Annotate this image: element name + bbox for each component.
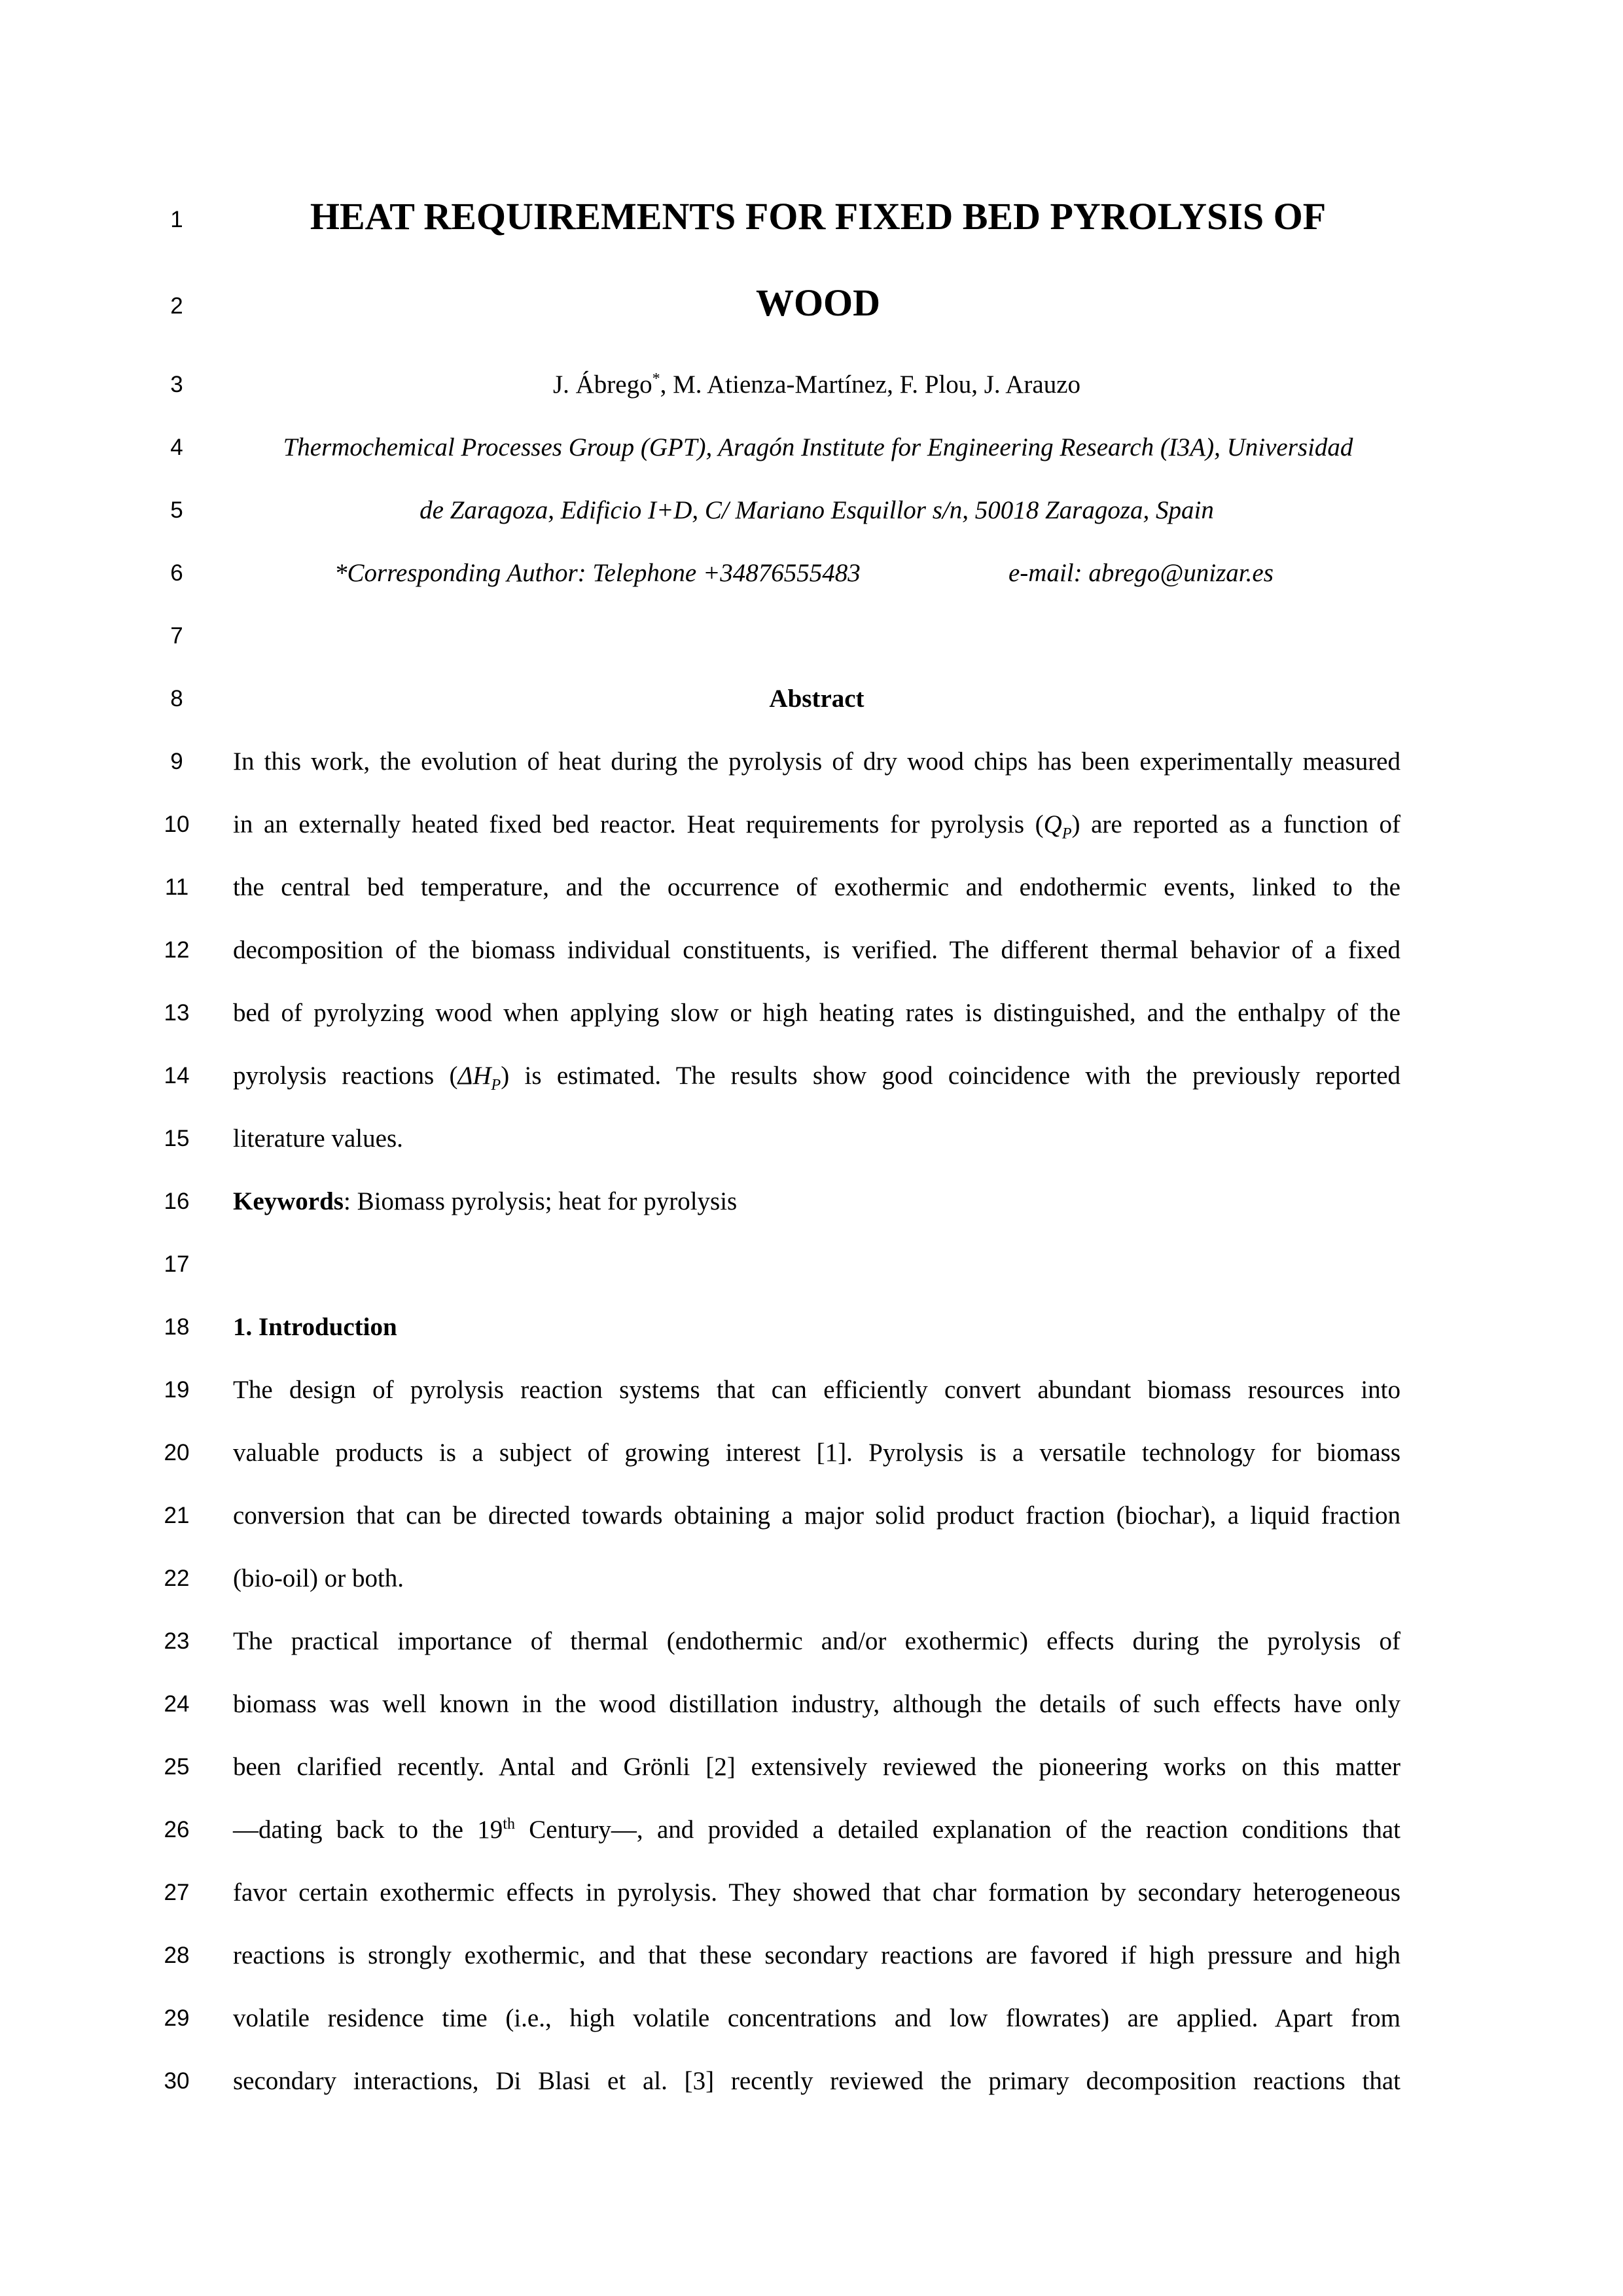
- line-number: 11: [164, 874, 189, 900]
- abstract-line: decomposition of the biomass individual constituents, is verified. The different thermal behavior of a fixed: [233, 936, 1400, 964]
- body-line: biomass was well known in the wood distillation industry, although the details of such effects have only: [233, 1690, 1400, 1718]
- abstract-line: literature values.: [233, 1124, 403, 1153]
- first-author: J. Ábrego: [552, 370, 652, 399]
- symbol-delta-h: ΔH: [457, 1062, 491, 1090]
- line-number: 4: [170, 435, 183, 460]
- line-number: 30: [164, 2068, 190, 2094]
- line-number: 25: [164, 1754, 190, 1780]
- affiliation-line-1: Thermochemical Processes Group (GPT), Aragón Institute for Engineering Research (I3A), Universidad: [283, 433, 1353, 461]
- line-number: 27: [164, 1880, 190, 1905]
- body-line: The design of pyrolysis reaction systems that can efficiently convert abundant biomass resources into: [233, 1376, 1400, 1404]
- line-number: 17: [164, 1251, 190, 1277]
- line-number: 29: [164, 2005, 190, 2031]
- body-line: favor certain exothermic effects in pyrolysis. They showed that char formation by secondary heterogeneous: [233, 1878, 1400, 1907]
- body-line: valuable products is a subject of growing interest [1]. Pyrolysis is a versatile technology for biomass: [233, 1439, 1400, 1467]
- line-number: 18: [164, 1314, 190, 1340]
- body-line: The practical importance of thermal (endothermic and/or exothermic) effects during the pyrolysis of: [233, 1627, 1400, 1655]
- line-number: 16: [164, 1189, 190, 1214]
- line-number: 23: [164, 1628, 190, 1654]
- keywords-label: Keywords: [233, 1187, 344, 1215]
- other-authors: , M. Atienza-Martínez, F. Plou, J. Arauzo: [660, 370, 1081, 399]
- paper-title-line-1: HEAT REQUIREMENTS FOR FIXED BED PYROLYSIS OF: [310, 195, 1327, 238]
- line-number: 7: [170, 623, 183, 649]
- line-number: 3: [170, 372, 183, 397]
- paper-title-line-2: WOOD: [755, 281, 881, 324]
- keywords-line: [233, 1186, 1400, 1217]
- keywords-text: : Biomass pyrolysis; heat for pyrolysis: [344, 1187, 738, 1215]
- line-number: 24: [164, 1691, 190, 1717]
- line-number: 10: [164, 812, 190, 837]
- line-number: 9: [170, 749, 183, 774]
- line-number: 22: [164, 1566, 190, 1591]
- line-number: 28: [164, 1943, 190, 1968]
- abstract-line: in an externally heated fixed bed reactor. Heat requirements for pyrolysis $(Q_P)$ are reported as a function of: [233, 810, 1400, 842]
- section-heading-introduction: 1. Introduction: [233, 1313, 397, 1341]
- abstract-heading: Abstract: [769, 685, 865, 713]
- body-line: conversion that can be directed towards obtaining a major solid product fraction (biochar), a liquid fraction: [233, 1501, 1400, 1530]
- body-line: ―dating back to the 19th Century―, and provided a detailed explanation of the reaction conditions that: [233, 1816, 1400, 1844]
- abstract-line: In this work, the evolution of heat during the pyrolysis of dry wood chips has been experimentally measured: [233, 747, 1400, 776]
- body-line: reactions is strongly exothermic, and that these secondary reactions are favored if high pressure and high: [233, 1941, 1400, 1969]
- body-line: secondary interactions, Di Blasi et al. [3] recently reviewed the primary decomposition reactions that: [233, 2067, 1400, 2095]
- line-number: 1: [170, 207, 183, 232]
- line-number: 21: [164, 1503, 190, 1528]
- line-number: 20: [164, 1440, 190, 1465]
- body-line: (bio-oil) or both.: [233, 1564, 404, 1592]
- line-number: 2: [170, 293, 183, 319]
- line-number: 13: [164, 1000, 190, 1026]
- line-number: 5: [170, 497, 183, 523]
- line-number: 26: [164, 1817, 190, 1842]
- line-number: 14: [164, 1063, 190, 1088]
- line-number: 8: [170, 686, 183, 711]
- symbol-q: Q: [1043, 810, 1062, 838]
- abstract-line: the central bed temperature, and the occurrence of exothermic and endothermic events, linked to the: [233, 873, 1400, 901]
- abstract-line: bed of pyrolyzing wood when applying slow or high heating rates is distinguished, and the enthalpy of the: [233, 999, 1400, 1027]
- body-line: volatile residence time (i.e., high volatile concentrations and low flowrates) are applied. Apart from: [233, 2004, 1400, 2032]
- corresponding-mark: *: [652, 370, 660, 387]
- corresponding-phone: *Corresponding Author: Telephone +34876555483: [334, 559, 861, 587]
- line-number: 19: [164, 1377, 190, 1403]
- corresponding-email: e-mail: abrego@unizar.es: [1008, 559, 1274, 587]
- line-number: 12: [164, 937, 190, 963]
- line-number: 15: [164, 1126, 190, 1151]
- abstract-line: pyrolysis reactions $(\Delta H_P)$ is estimated. The results show good coincidence with the previously reported: [233, 1062, 1400, 1094]
- line-number: 6: [170, 560, 183, 586]
- body-line: been clarified recently. Antal and Grönli [2] extensively reviewed the pioneering works on this matter: [233, 1753, 1400, 1781]
- author-list: [233, 369, 1400, 401]
- affiliation-line-2: de Zaragoza, Edificio I+D, C/ Mariano Esquillor s/n, 50018 Zaragoza, Spain: [419, 496, 1214, 524]
